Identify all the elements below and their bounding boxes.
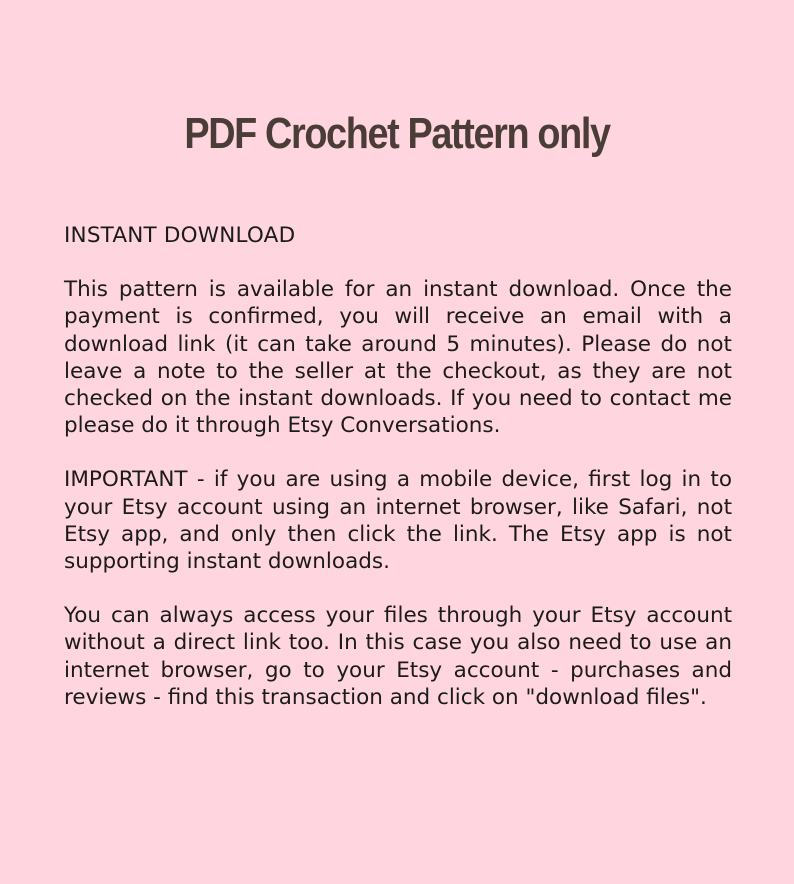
download-info-paragraph: This pattern is available for an instant download. Once the payment is confirmed, you will receive an email with a download link (it can take around 5 minutes). Please do not leave a note to the seller at the checkout, as they are not checked on the instant downloads. If you need to contact me please do it through Etsy Conversations. <box>64 277 732 439</box>
instructions-body <box>64 222 732 711</box>
important-label: IMPORTANT <box>64 467 188 493</box>
section-heading: INSTANT DOWNLOAD <box>64 223 296 248</box>
mobile-notice-text: - if you are using a mobile device, first log in to your Etsy account using an internet browser, like Safari, not Etsy app, and only then click the link. The Etsy app is not supporting instant downloads. <box>64 467 732 575</box>
page-title: PDF Crochet Pattern only <box>184 109 610 158</box>
account-access-paragraph: You can always access your files through your Etsy account without a direct link too. In this case you also need to use an internet browser, go to your Etsy account - purchases and reviews - find this transaction and click on "download files". <box>64 603 732 710</box>
mobile-notice-paragraph <box>64 466 732 575</box>
